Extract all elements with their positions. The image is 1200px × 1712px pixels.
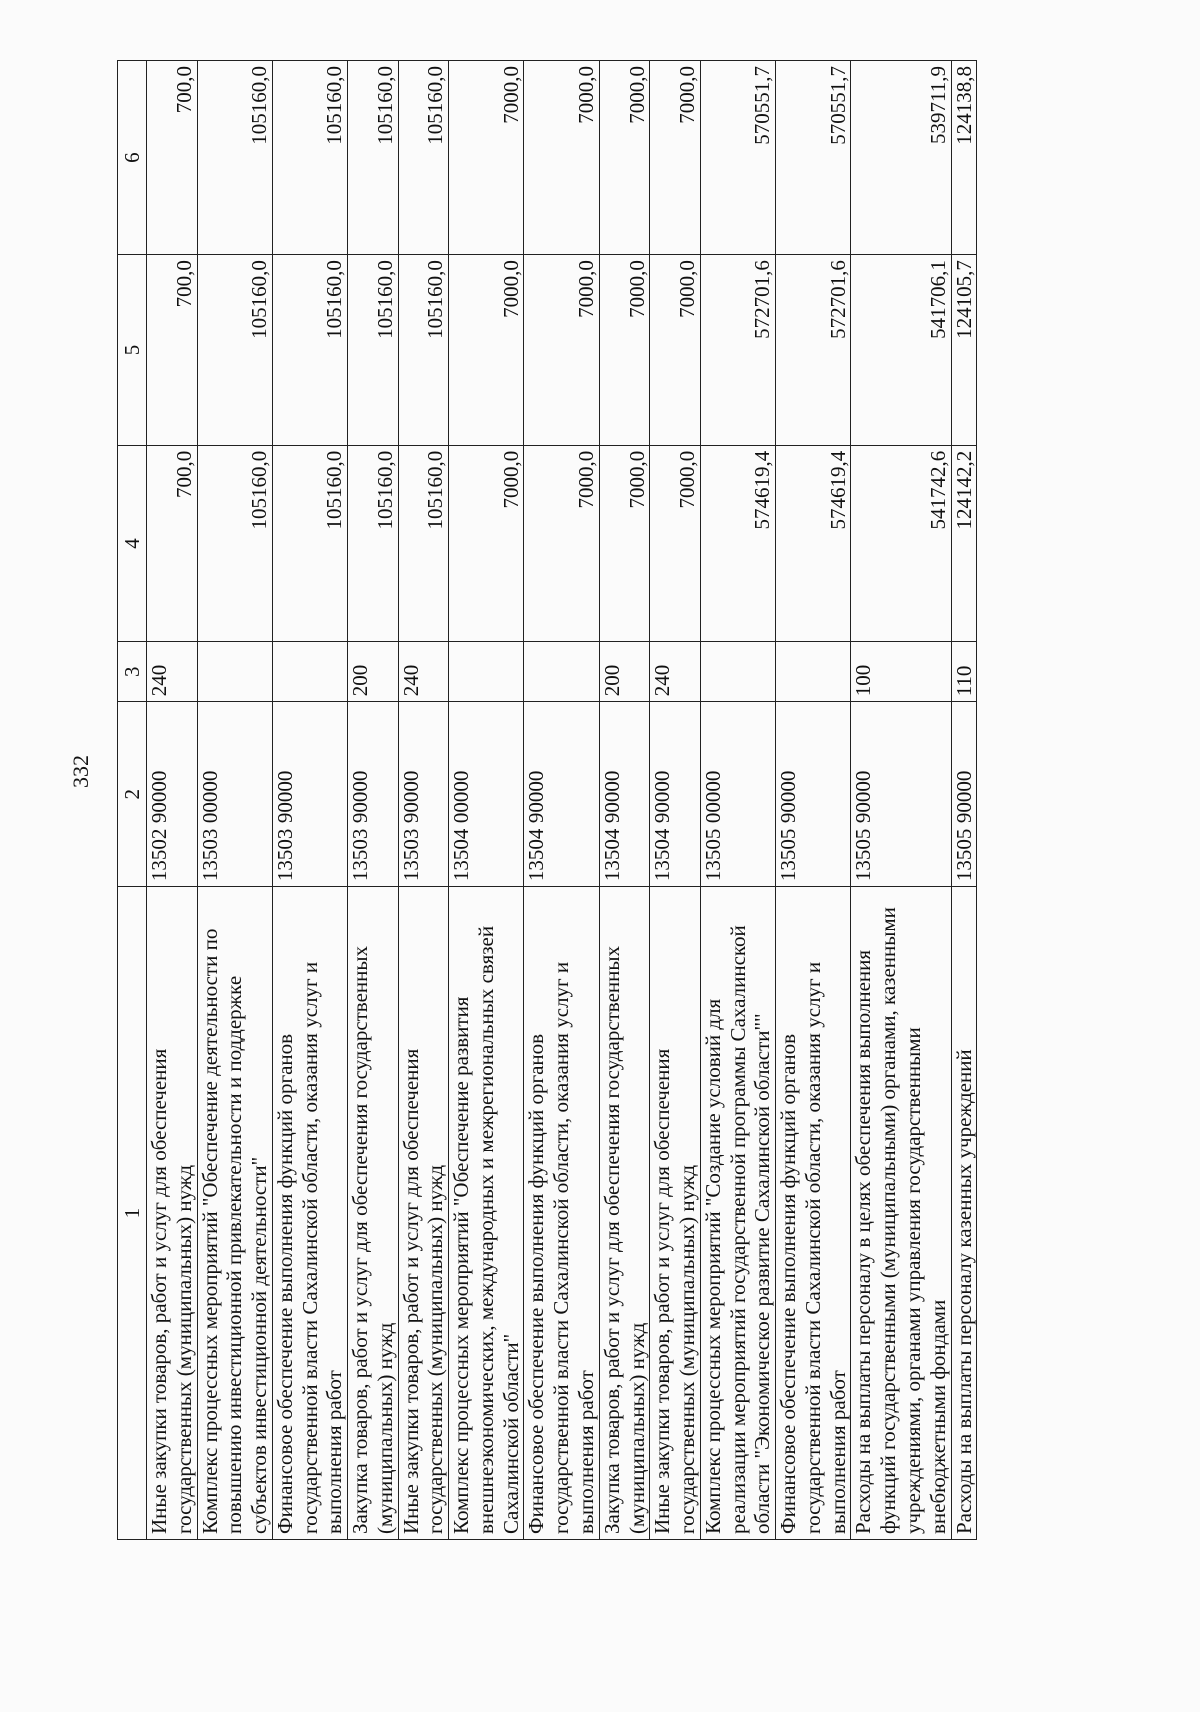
table-row	[650, 61, 701, 1540]
value-col-5: 7000,0	[650, 255, 701, 446]
value-col-6: 105160,0	[197, 61, 272, 255]
item-code: 90000	[650, 770, 675, 824]
expense-type	[449, 642, 524, 702]
value-col-6: 124138,8	[951, 61, 977, 255]
value-col-4: 7000,0	[524, 445, 599, 641]
row-code	[147, 702, 198, 887]
row-code	[197, 702, 272, 887]
row-name: Финансовое обеспечение выполнения функций органов государственной власти Сахалинской области, оказания услуг и выполнения работ	[272, 887, 347, 1540]
expense-type: 240	[398, 642, 449, 702]
value-col-4: 7000,0	[650, 445, 701, 641]
program-code: 13504	[650, 828, 675, 882]
page-number: 332	[68, 755, 93, 788]
program-code: 13502	[147, 828, 171, 882]
row-name: Иные закупки товаров, работ и услуг для обеспечения государственных (муниципальных) нужд	[650, 887, 701, 1540]
table-row	[700, 61, 775, 1540]
table-row	[776, 61, 851, 1540]
value-col-6: 700,0	[147, 61, 198, 255]
item-code: 90000	[272, 770, 297, 824]
value-col-4: 541742,6	[851, 445, 951, 641]
budget-table-wrapper	[117, 60, 1097, 1540]
value-col-4: 7000,0	[599, 445, 650, 641]
program-code: 13503	[398, 828, 423, 882]
item-code: 90000	[599, 770, 624, 824]
row-code	[599, 702, 650, 887]
table-body	[147, 61, 977, 1540]
expense-type	[700, 642, 775, 702]
header-col-6: 6	[118, 61, 147, 255]
value-col-5: 572701,6	[700, 255, 775, 446]
table-row	[348, 61, 399, 1540]
item-code: 90000	[348, 770, 373, 824]
row-name: Комплекс процессных мероприятий "Создание условий для реализации мероприятий государственной программы Сахалинской области "Экономическое развитие Сахалинской области""	[700, 887, 775, 1540]
item-code: 90000	[147, 770, 171, 824]
value-col-6: 570551,7	[700, 61, 775, 255]
value-col-6: 105160,0	[348, 61, 399, 255]
value-col-5: 105160,0	[197, 255, 272, 446]
row-code	[398, 702, 449, 887]
value-col-5: 541706,1	[851, 255, 951, 446]
row-name: Комплекс процессных мероприятий "Обеспечение деятельности по повышению инвестиционной привлекательности и поддержке субъектов инвестиционной деятельности"	[197, 887, 272, 1540]
table-row	[197, 61, 272, 1540]
program-code: 13503	[197, 828, 222, 882]
table-row	[398, 61, 449, 1540]
expense-type	[272, 642, 347, 702]
table-row	[851, 61, 951, 1540]
value-col-6: 570551,7	[776, 61, 851, 255]
row-name: Закупка товаров, работ и услуг для обеспечения государственных (муниципальных) нужд	[348, 887, 399, 1540]
expense-type	[197, 642, 272, 702]
row-code	[851, 702, 951, 887]
item-code: 00000	[197, 770, 222, 824]
value-col-4: 574619,4	[776, 445, 851, 641]
item-code: 00000	[700, 770, 725, 824]
value-col-5: 572701,6	[776, 255, 851, 446]
row-name: Комплекс процессных мероприятий "Обеспечение развития внешнеэкономических, международных и межрегиональных связей Сахалинской области"	[449, 887, 524, 1540]
table-row	[449, 61, 524, 1540]
item-code: 90000	[951, 770, 976, 824]
header-col-1: 1	[118, 887, 147, 1540]
value-col-6: 105160,0	[272, 61, 347, 255]
expense-type: 240	[650, 642, 701, 702]
value-col-4: 7000,0	[449, 445, 524, 641]
program-code: 13504	[524, 828, 549, 882]
value-col-5: 7000,0	[599, 255, 650, 446]
table-row	[599, 61, 650, 1540]
row-code	[776, 702, 851, 887]
program-code: 13505	[776, 828, 801, 882]
table-row	[272, 61, 347, 1540]
value-col-4: 105160,0	[348, 445, 399, 641]
row-name: Иные закупки товаров, работ и услуг для обеспечения государственных (муниципальных) нужд	[147, 887, 198, 1540]
item-code: 00000	[449, 770, 474, 824]
program-code: 13504	[449, 828, 474, 882]
expense-type	[524, 642, 599, 702]
budget-table	[117, 60, 977, 1540]
row-name: Расходы на выплаты персоналу казенных учреждений	[951, 887, 977, 1540]
expense-type: 200	[599, 642, 650, 702]
table-header-row	[118, 61, 147, 1540]
value-col-6: 7000,0	[650, 61, 701, 255]
header-col-3: 3	[118, 642, 147, 702]
value-col-6: 7000,0	[599, 61, 650, 255]
row-name: Финансовое обеспечение выполнения функций органов государственной власти Сахалинской области, оказания услуг и выполнения работ	[524, 887, 599, 1540]
value-col-4: 105160,0	[398, 445, 449, 641]
value-col-4: 105160,0	[272, 445, 347, 641]
row-name: Закупка товаров, работ и услуг для обеспечения государственных (муниципальных) нужд	[599, 887, 650, 1540]
program-code: 13505	[851, 828, 876, 882]
value-col-5: 105160,0	[272, 255, 347, 446]
value-col-5: 105160,0	[348, 255, 399, 446]
value-col-5: 7000,0	[524, 255, 599, 446]
value-col-6: 7000,0	[524, 61, 599, 255]
value-col-6: 105160,0	[398, 61, 449, 255]
expense-type	[776, 642, 851, 702]
item-code: 90000	[851, 770, 876, 824]
value-col-6: 7000,0	[449, 61, 524, 255]
row-name: Финансовое обеспечение выполнения функций органов государственной власти Сахалинской области, оказания услуг и выполнения работ	[776, 887, 851, 1540]
expense-type: 240	[147, 642, 198, 702]
value-col-4: 574619,4	[700, 445, 775, 641]
row-code	[272, 702, 347, 887]
row-code	[524, 702, 599, 887]
row-code	[650, 702, 701, 887]
program-code: 13505	[700, 828, 725, 882]
program-code: 13504	[599, 828, 624, 882]
row-code	[700, 702, 775, 887]
table-row	[147, 61, 198, 1540]
program-code: 13503	[272, 828, 297, 882]
value-col-5: 124105,7	[951, 255, 977, 446]
program-code: 13503	[348, 828, 373, 882]
program-code: 13505	[951, 828, 976, 882]
value-col-5: 700,0	[147, 255, 198, 446]
expense-type: 100	[851, 642, 951, 702]
header-col-5: 5	[118, 255, 147, 446]
header-col-4: 4	[118, 445, 147, 641]
row-code	[951, 702, 977, 887]
row-code	[348, 702, 399, 887]
row-name: Иные закупки товаров, работ и услуг для обеспечения государственных (муниципальных) нужд	[398, 887, 449, 1540]
table-row	[951, 61, 977, 1540]
header-col-2: 2	[118, 702, 147, 887]
item-code: 90000	[524, 770, 549, 824]
row-code	[449, 702, 524, 887]
value-col-5: 7000,0	[449, 255, 524, 446]
value-col-4: 700,0	[147, 445, 198, 641]
expense-type: 200	[348, 642, 399, 702]
value-col-4: 105160,0	[197, 445, 272, 641]
item-code: 90000	[398, 770, 423, 824]
value-col-4: 124142,2	[951, 445, 977, 641]
value-col-5: 105160,0	[398, 255, 449, 446]
expense-type: 110	[951, 642, 977, 702]
value-col-6: 539711,9	[851, 61, 951, 255]
table-row	[524, 61, 599, 1540]
row-name: Расходы на выплаты персоналу в целях обеспечения выполнения функций государственными (муниципальными) органами, казенными учреждениями, органами управления государственными внебюджетными фондами	[851, 887, 951, 1540]
item-code: 90000	[776, 770, 801, 824]
